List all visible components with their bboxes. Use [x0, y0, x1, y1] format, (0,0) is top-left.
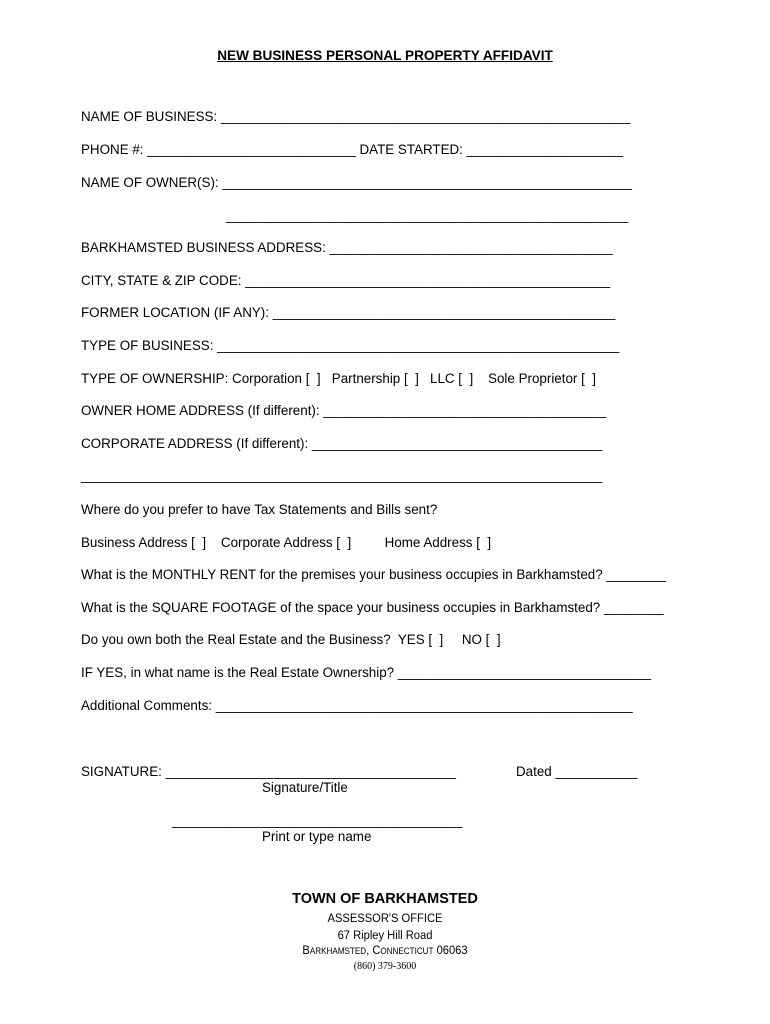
footer-city-state-zip: Barkhamsted, Connecticut 06063: [302, 943, 468, 957]
tax-statements-question: Where do you prefer to have Tax Statements and Bills sent?: [81, 502, 438, 517]
footer-street-address: 67 Ripley Hill Road: [337, 928, 433, 942]
own-both-question: Do you own both the Real Estate and the Business? YES [ ] NO [ ]: [81, 632, 501, 647]
corporate-address-second-line: ______________________________________________________________________: [81, 468, 603, 483]
additional-comments-field: Additional Comments: ________________________________________________________: [81, 698, 633, 713]
tax-statements-options: Business Address [ ] Corporate Address [ ] Home Address [ ]: [81, 535, 492, 550]
monthly-rent-question: What is the MONTHLY RENT for the premises your business occupies in Barkhamsted? ________: [81, 567, 666, 582]
real-estate-name-question: IF YES, in what name is the Real Estate Ownership? __________________________________: [81, 665, 652, 680]
name-of-owners-field: NAME OF OWNER(S): _______________________________________________________: [81, 175, 632, 190]
city-state-zip-field: CITY, STATE & ZIP CODE: _________________________________________________: [81, 273, 611, 288]
signature-title-label: Signature/Title: [262, 780, 348, 795]
owners-second-line: ______________________________________________________: [226, 208, 629, 223]
footer-phone: (860) 379-3600: [353, 961, 417, 972]
footer-town-name: TOWN OF BARKHAMSTED: [292, 891, 478, 907]
form-title: NEW BUSINESS PERSONAL PROPERTY AFFIDAVIT: [217, 48, 553, 63]
square-footage-question: What is the SQUARE FOOTAGE of the space your business occupies in Barkhamsted? ________: [81, 600, 664, 615]
print-name-label: Print or type name: [262, 829, 372, 844]
dated-field: Dated ___________: [516, 764, 638, 779]
phone-date-started-field: PHONE #: ____________________________ DATE STARTED: _____________________: [81, 142, 623, 157]
footer-office: ASSESSOR'S OFFICE: [327, 911, 443, 925]
former-location-field: FORMER LOCATION (IF ANY): ______________________________________________: [81, 305, 616, 320]
signature-field: SIGNATURE: _______________________________________: [81, 764, 457, 779]
name-of-business-field: NAME OF BUSINESS: _______________________________________________________: [81, 109, 631, 124]
corporate-address-field: CORPORATE ADDRESS (If different): _______________________________________: [81, 436, 603, 451]
type-of-ownership-field: TYPE OF OWNERSHIP: Corporation [ ] Partnership [ ] LLC [ ] Sole Proprietor [ ]: [81, 371, 596, 386]
print-name-line: _______________________________________: [172, 813, 463, 828]
type-of-business-field: TYPE OF BUSINESS: ______________________________________________________: [81, 338, 620, 353]
business-address-field: BARKHAMSTED BUSINESS ADDRESS: ______________________________________: [81, 240, 613, 255]
owner-home-address-field: OWNER HOME ADDRESS (If different): ______________________________________: [81, 403, 607, 418]
